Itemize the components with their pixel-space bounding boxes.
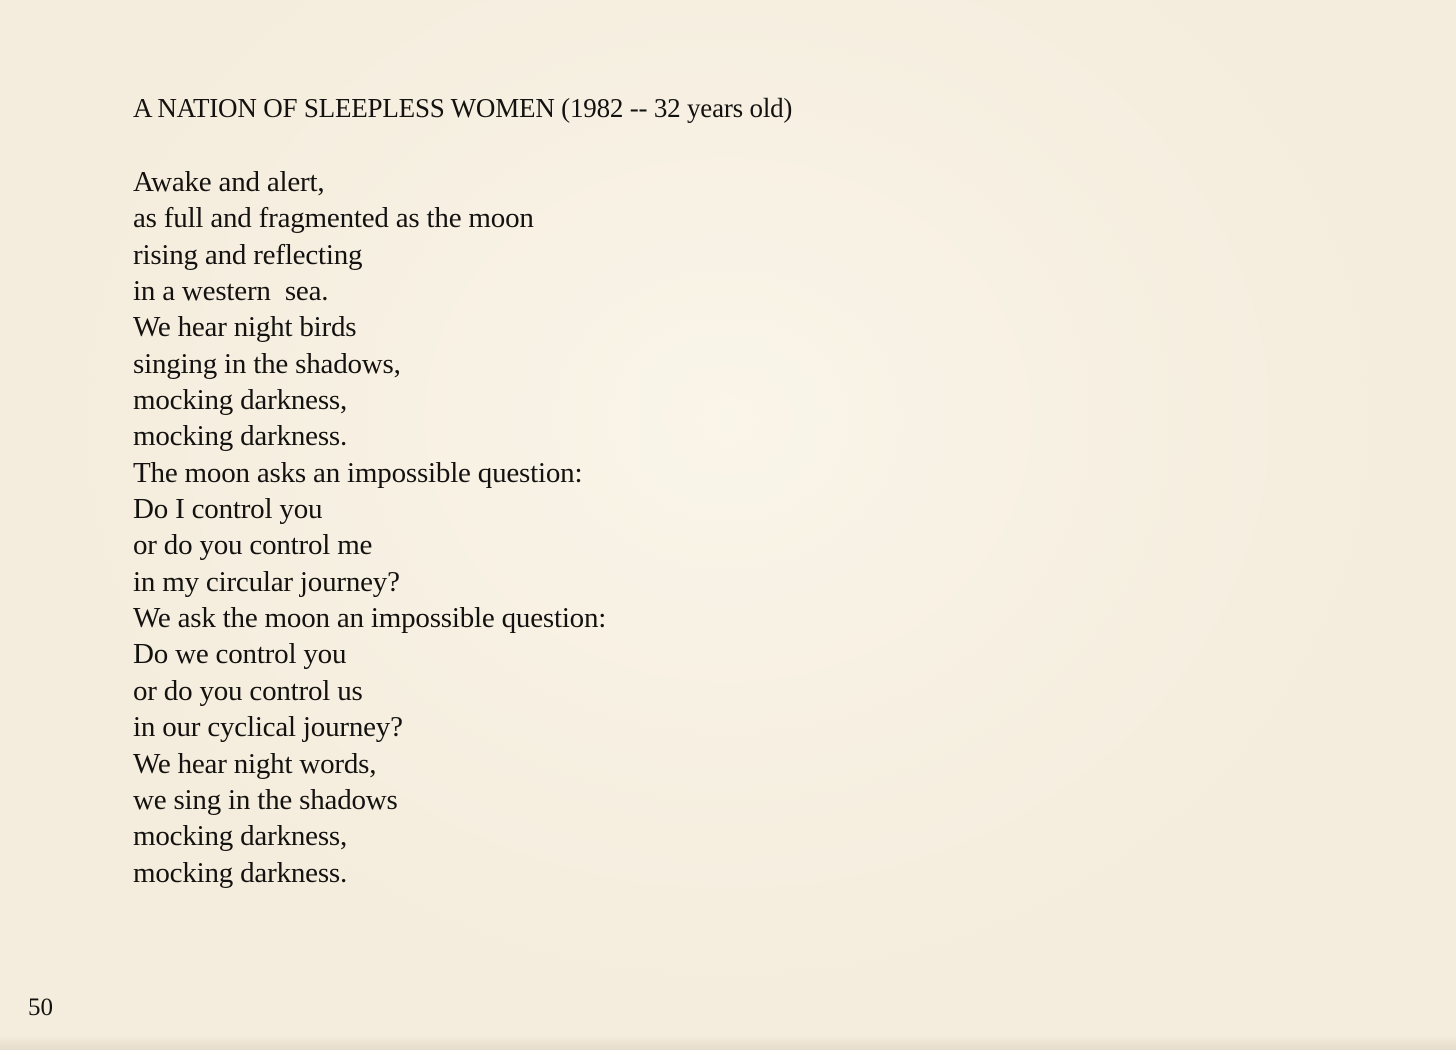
poem-line: The moon asks an impossible question:	[133, 456, 583, 489]
poem-line: in our cyclical journey?	[133, 711, 403, 744]
poem-line: rising and reflecting	[133, 238, 363, 271]
poem-line: Do we control you	[133, 638, 347, 671]
page-number: 50	[28, 994, 53, 1021]
poem-line: mocking darkness,	[133, 384, 348, 417]
poem-line: or do you control us	[133, 674, 363, 707]
poem-line: We hear night birds	[133, 311, 357, 344]
poem-line: in a western sea.	[133, 275, 329, 308]
poem-line: as full and fragmented as the moon	[133, 202, 534, 235]
poem-line: Awake and alert,	[133, 166, 325, 198]
poem-body	[133, 164, 606, 891]
poem-line: Do I control you	[133, 493, 323, 526]
poem-line: or do you control me	[133, 529, 373, 562]
poem-line: singing in the shadows,	[133, 347, 401, 380]
poem-title: A NATION OF SLEEPLESS WOMEN (1982 -- 32 years old)	[133, 93, 793, 123]
poem-line: mocking darkness,	[133, 820, 348, 853]
poem-line: we sing in the shadows	[133, 783, 398, 816]
poem-line: mocking darkness.	[133, 856, 348, 889]
poem-line: mocking darkness.	[133, 420, 348, 453]
poem-line: We hear night words,	[133, 747, 377, 780]
poem-line: in my circular journey?	[133, 565, 400, 598]
poem-line: We ask the moon an impossible question:	[133, 602, 607, 635]
page-bottom-edge	[0, 1036, 1456, 1050]
